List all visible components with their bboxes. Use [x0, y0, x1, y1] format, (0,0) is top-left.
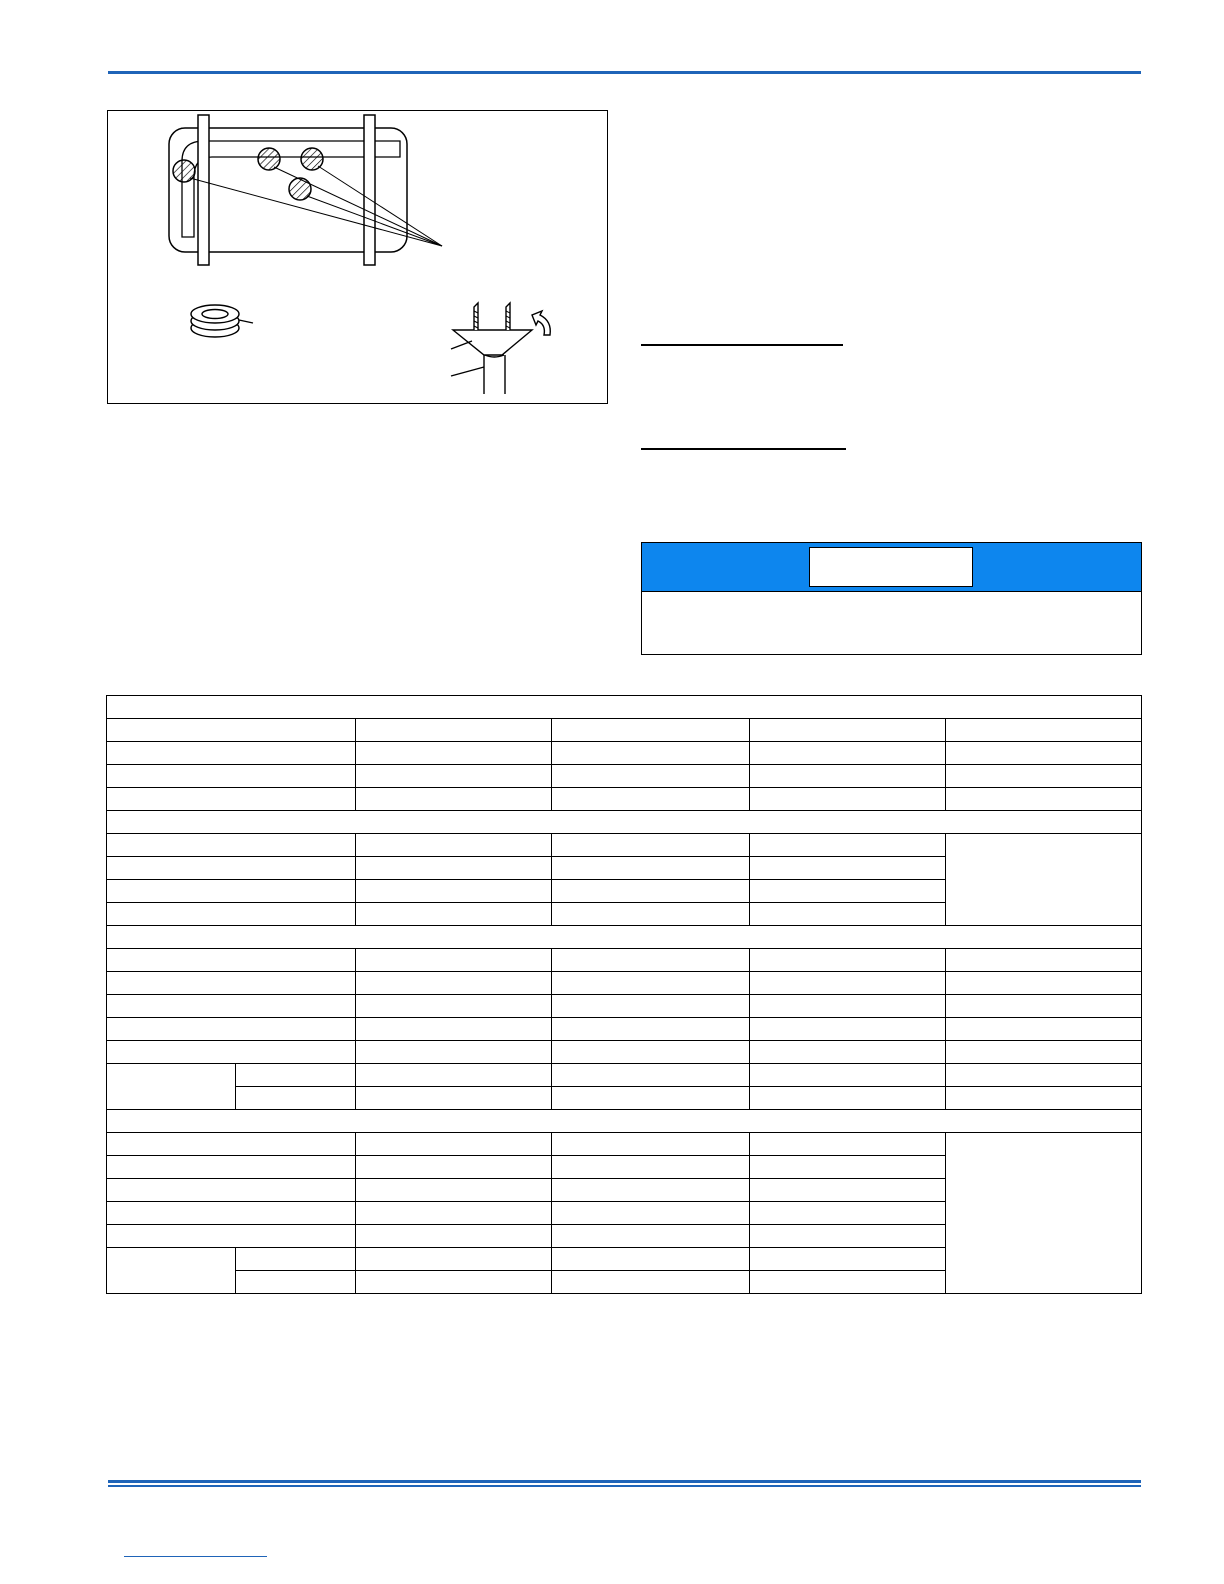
table-row	[107, 1087, 1142, 1110]
leader-lines	[190, 166, 442, 246]
grommet-icon	[191, 305, 253, 337]
table-row	[107, 995, 1142, 1018]
installation-figure	[107, 110, 608, 404]
table-row	[107, 834, 1142, 857]
left-bracket	[198, 115, 209, 265]
caution-header	[642, 543, 1141, 592]
header-rule	[108, 71, 1141, 74]
specifications-table	[106, 695, 1142, 1294]
table-row	[107, 1133, 1142, 1156]
table-row	[107, 742, 1142, 765]
footer-rule	[108, 1480, 1141, 1483]
footer-rule	[108, 1485, 1141, 1487]
section-heading-underline	[641, 344, 843, 346]
table-row	[107, 788, 1142, 811]
table-row	[107, 1018, 1142, 1041]
installation-diagram	[108, 111, 607, 403]
table-row	[107, 972, 1142, 995]
caution-label	[809, 547, 973, 587]
section-header-row	[107, 696, 1142, 719]
table-row	[107, 719, 1142, 742]
shaded-circle	[258, 148, 280, 170]
table-row	[107, 949, 1142, 972]
table-row	[107, 1064, 1142, 1087]
right-bracket	[364, 115, 375, 265]
section-header-row	[107, 1110, 1142, 1133]
section-heading-underline	[641, 448, 846, 450]
caution-box	[641, 542, 1142, 655]
section-header-row	[107, 811, 1142, 834]
rotate-arrow-icon	[532, 311, 550, 335]
table-row	[107, 765, 1142, 788]
flare-tool-icon	[451, 303, 532, 394]
section-header-row	[107, 926, 1142, 949]
table-row	[107, 1041, 1142, 1064]
footer-link-underline	[124, 1556, 267, 1557]
